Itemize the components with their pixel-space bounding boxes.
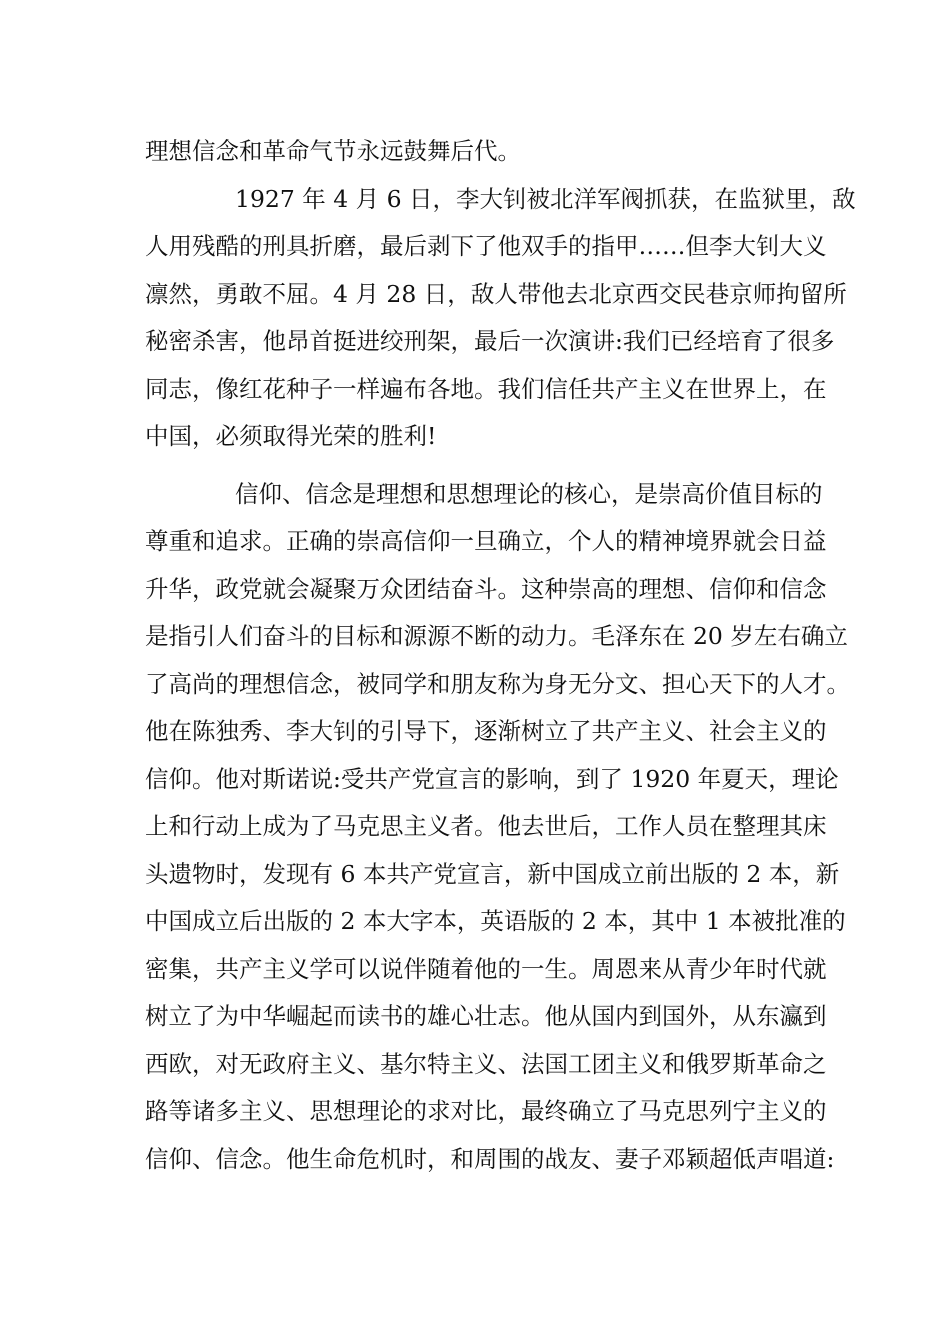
- paragraph-start-line: 1927 年 4 月 6 日，李大钊被北洋军阀抓获，在监狱里，敌: [235, 184, 856, 213]
- text-line: 是指引人们奋斗的目标和源源不断的动力。毛泽东在 20 岁左右确立: [145, 622, 848, 650]
- text-line: 中国，必须取得光荣的胜利!: [145, 422, 437, 450]
- text-line: 同志，像红花种子一样遍布各地。我们信任共产主义在世界上，在: [145, 374, 827, 403]
- text-line: 路等诸多主义、思想理论的求对比，最终确立了马克思列宁主义的: [145, 1097, 827, 1125]
- text-line: 信仰。他对斯诺说:受共产党宣言的影响，到了 1920 年夏天，理论: [145, 764, 839, 793]
- text-line: 他在陈独秀、李大钊的引导下，逐渐树立了共产主义、社会主义的: [145, 717, 827, 745]
- text-line: 树立了为中华崛起而读书的雄心壮志。他从国内到国外，从东瀛到: [145, 1002, 827, 1030]
- text-line: 密集，共产主义学可以说伴随着他的一生。周恩来从青少年时代就: [145, 954, 827, 983]
- text-line: 上和行动上成为了马克思主义者。他去世后，工作人员在整理其床: [145, 812, 827, 840]
- text-line: 头遗物时，发现有 6 本共产党宣言，新中国成立前出版的 2 本，新: [145, 859, 840, 888]
- text-line: 凛然，勇敢不屈。4 月 28 日，敌人带他去北京西交民巷京师拘留所: [145, 279, 847, 308]
- body-text: [145, 128, 856, 1183]
- text-line: 升华，政党就会凝聚万众团结奋斗。这种崇高的理想、信仰和信念: [145, 574, 827, 603]
- paragraph-start-line: 信仰、信念是理想和思想理论的核心，是崇高价值目标的: [235, 479, 823, 508]
- text-line: 秘密杀害，他昂首挺进绞刑架，最后一次演讲:我们已经培育了很多: [145, 327, 835, 355]
- text-line: 尊重和追求。正确的崇高信仰一旦确立，个人的精神境界就会日益: [145, 527, 827, 555]
- text-line: 人用残酷的刑具折磨，最后剥下了他双手的指甲……但李大钊大义: [145, 232, 827, 260]
- text-line: 信仰、信念。他生命危机时，和周围的战友、妻子邓颖超低声唱道:: [145, 1144, 835, 1173]
- text-line: 了高尚的理想信念，被同学和朋友称为身无分文、担心天下的人才。: [145, 669, 850, 698]
- text-line: 中国成立后出版的 2 本大字本，英语版的 2 本，其中 1 本被批准的: [145, 907, 846, 935]
- text-line: 西欧，对无政府主义、基尔特主义、法国工团主义和俄罗斯革命之: [145, 1049, 827, 1078]
- text-line: 理想信念和革命气节永远鼓舞后代。: [145, 137, 521, 165]
